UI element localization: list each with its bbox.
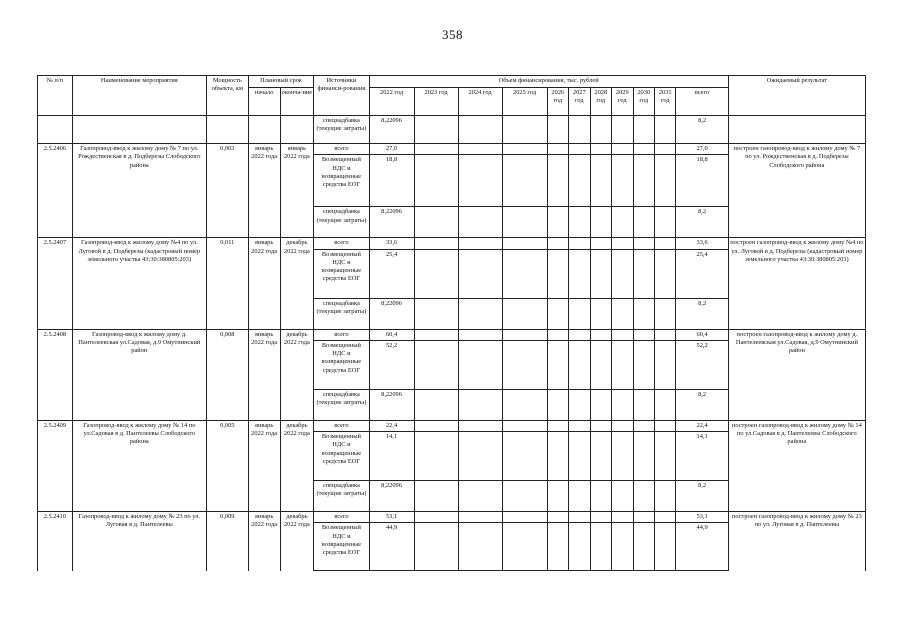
- value-total: 8,2: [676, 207, 728, 238]
- item-start: январь 2022 года: [248, 329, 280, 420]
- item-capacity: 0,008: [206, 329, 248, 420]
- table-row: [38, 329, 866, 340]
- value-total: 27,0: [676, 144, 728, 155]
- source-cell: спецнадбавка (текущие затраты): [314, 207, 369, 238]
- source-cell: Возмещенный НДС и возвращенные средства ЕОГ: [314, 155, 369, 207]
- value-2022: 53,1: [369, 512, 414, 523]
- header-total: всего: [676, 88, 728, 116]
- value-total: 22,4: [676, 420, 728, 431]
- table-row: [38, 116, 866, 144]
- value-total: 8,2: [676, 298, 728, 329]
- value-2022: 8,22096: [369, 116, 414, 144]
- value-2022: 33,6: [369, 238, 414, 249]
- header-year: 2027 год: [569, 88, 590, 116]
- item-name: Газопровод-ввод к жилому дому № 14 по ул.Садовая в д. Пантелеевы Слободского района: [72, 420, 206, 511]
- item-result: построен газопровод-ввод к жилому дому №4 по ул. Луговой в д. Подберезы (кадастровый номер земельного участка 43:30:380805:203): [728, 238, 865, 329]
- item-capacity: 0,005: [206, 420, 248, 511]
- item-start: январь 2022 года: [248, 512, 280, 571]
- value-total: 53,1: [676, 512, 728, 523]
- page-number: 358: [442, 27, 463, 42]
- value-total: 25,4: [676, 249, 728, 298]
- item-start: январь 2022 года: [248, 144, 280, 238]
- item-result: построен газопровод-ввод к жилому дому № 7 по ул. Рождественская в д. Подберезы Слободского района: [728, 144, 865, 238]
- item-capacity: 0,009: [206, 512, 248, 571]
- value-total: 8,2: [676, 481, 728, 512]
- value-2022: 60,4: [369, 329, 414, 340]
- value-2022: 18,8: [369, 155, 414, 207]
- item-name: Газопровод-ввод к жилому дому №4 по ул. Луговой в д. Подберезы (кадастровый номер земельного участка 43:30:380805:203): [72, 238, 206, 329]
- header-year: 2022 год: [369, 88, 414, 116]
- header-name: Наименование мероприятия: [72, 76, 206, 116]
- header-year: 2026 год: [547, 88, 568, 116]
- value-total: 8,2: [676, 116, 728, 144]
- header-year: 2025 год: [502, 88, 547, 116]
- source-cell: Возмещенный НДС и возвращенные средства ЕОГ: [314, 340, 369, 389]
- value-total: 60,4: [676, 329, 728, 340]
- header-year: 2031 год: [655, 88, 676, 116]
- item-end: декабрь 2022 года: [280, 512, 314, 571]
- item-result: построен газопровод-ввод к жилому дому № 14 по ул.Садовая в д. Пантелеевы Слободского района: [728, 420, 865, 511]
- header-year: 2024 год: [458, 88, 502, 116]
- value-total: 8,2: [676, 389, 728, 420]
- header-num: № п/п: [38, 76, 73, 116]
- value-2022: 22,4: [369, 420, 414, 431]
- value-total: 33,6: [676, 238, 728, 249]
- value-2022: 14,1: [369, 432, 414, 481]
- item-num: 2.5.2408: [38, 329, 73, 420]
- item-capacity: 0,003: [206, 144, 248, 238]
- value-2022: 8,22096: [369, 481, 414, 512]
- source-cell: спецнадбавка (текущие затраты): [314, 298, 369, 329]
- source-cell: спецнадбавка (текущие затраты): [314, 389, 369, 420]
- item-num: 2.5.2410: [38, 512, 73, 571]
- item-name: Газопровод-ввод к жилому дому д. Пантелеевская ул.Садовая, д.9 Омутнинский район: [72, 329, 206, 420]
- item-start: январь 2022 года: [248, 420, 280, 511]
- item-result: построен газопровод-ввод к жилому дому № 23 по ул. Луговая в д. Пантелеевы: [728, 512, 865, 571]
- item-end: декабрь 2022 года: [280, 329, 314, 420]
- value-2022: 44,9: [369, 523, 414, 571]
- header-term-end: оконча-ние: [280, 88, 314, 116]
- value-2022: 27,0: [369, 144, 414, 155]
- header-source: Источники финанси-рования: [314, 76, 369, 116]
- item-name: Газопровод-ввод к жилому дому № 7 по ул. Рождественская в д. Подберезы Слободского района: [72, 144, 206, 238]
- header-capacity: Мощность объекта, км: [206, 76, 248, 116]
- value-total: 18,8: [676, 155, 728, 207]
- item-name: Газопровод-ввод к жилому дому № 23 по ул. Луговая в д. Пантелеевы: [72, 512, 206, 571]
- source-cell: спецнадбавка (текущие затраты): [314, 481, 369, 512]
- source-cell: спецнадбавка (текущие затраты): [314, 116, 369, 144]
- source-cell: всего: [314, 144, 369, 155]
- item-end: январь 2022 года: [280, 144, 314, 238]
- header-term-start: начало: [248, 88, 280, 116]
- value-2022: 25,4: [369, 249, 414, 298]
- source-cell: всего: [314, 329, 369, 340]
- item-num: 2.5.2406: [38, 144, 73, 238]
- source-cell: Возмещенный НДС и возвращенные средства ЕОГ: [314, 432, 369, 481]
- table-row: [38, 144, 866, 155]
- header-year: 2028 год: [590, 88, 611, 116]
- value-2022: 8,22096: [369, 207, 414, 238]
- value-2022: 8,22096: [369, 389, 414, 420]
- item-result: построен газопровод-ввод к жилому дому д. Пантелеевская ул.Садовая, д.9 Омутнинский район: [728, 329, 865, 420]
- table-row: [38, 512, 866, 523]
- item-num: 2.5.2409: [38, 420, 73, 511]
- value-total: 14,1: [676, 432, 728, 481]
- financing-table: [37, 75, 866, 571]
- source-cell: Возмещенный НДС и возвращенные средства ЕОГ: [314, 249, 369, 298]
- item-end: декабрь 2022 года: [280, 420, 314, 511]
- value-total: 44,9: [676, 523, 728, 571]
- header-volume: Объем финансирования, тыс. рублей: [369, 76, 728, 88]
- source-cell: Возмещенный НДС и возвращенные средства ЕОГ: [314, 523, 369, 571]
- item-start: январь 2022 года: [248, 238, 280, 329]
- item-capacity: 0,011: [206, 238, 248, 329]
- table-row: [38, 238, 866, 249]
- value-2022: 52,2: [369, 340, 414, 389]
- header-result: Ожидаемый результат: [728, 76, 865, 116]
- source-cell: всего: [314, 238, 369, 249]
- item-end: декабрь 2022 года: [280, 238, 314, 329]
- table-row: [38, 420, 866, 431]
- header-year: 2030 год: [633, 88, 654, 116]
- value-2022: 8,22096: [369, 298, 414, 329]
- header-term: Плановый срок: [248, 76, 314, 88]
- source-cell: всего: [314, 512, 369, 523]
- source-cell: всего: [314, 420, 369, 431]
- header-year: 2029 год: [612, 88, 633, 116]
- value-total: 52,2: [676, 340, 728, 389]
- header-year: 2023 год: [414, 88, 458, 116]
- item-num: 2.5.2407: [38, 238, 73, 329]
